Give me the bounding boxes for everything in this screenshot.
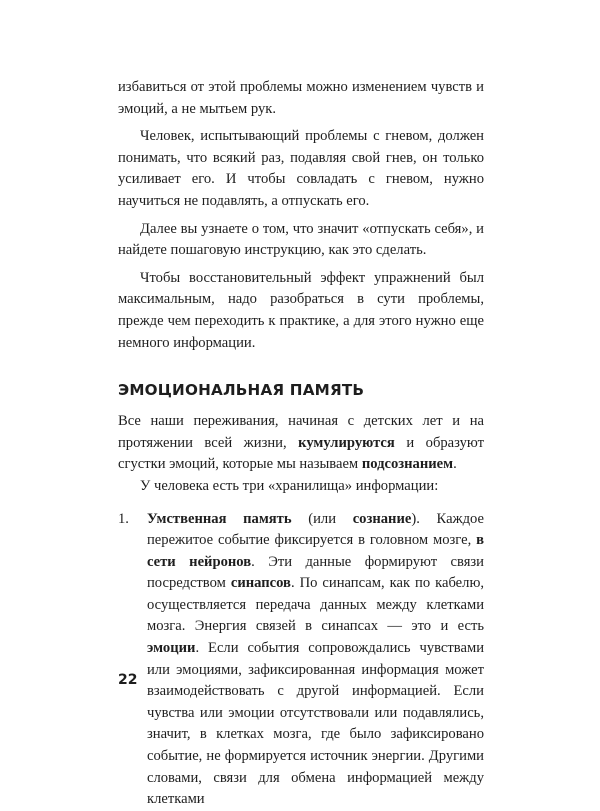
paragraph-continuation: избавиться от этой проблемы можно изменением чувств и эмоций, а не мытьем рук.: [118, 79, 484, 117]
list-item-text: [147, 509, 484, 811]
page-content: [118, 77, 484, 811]
section-heading: ЭМОЦИОНАЛЬНАЯ ПАМЯТЬ: [118, 381, 365, 400]
term-emotions: эмоции: [147, 640, 196, 657]
intro-text-1: Все наши переживания, начиная с детских лет и на протяжении всей жизни,: [118, 413, 484, 451]
section-intro: [118, 411, 484, 476]
list-text-3: . Эти данные формируют связи посредством: [147, 553, 484, 592]
term-cumulate: кумулируются: [298, 434, 395, 451]
term-subconscious: подсознанием: [361, 456, 454, 473]
list-item-mental-memory: [118, 509, 484, 811]
intro-text-2: и образуют сгустки эмоций, которые мы называем: [118, 434, 484, 473]
term-synapses: синапсов: [230, 575, 291, 592]
paragraph-next-steps: Далее вы узнаете о том, что значит «отпускать себя», и найдете пошаговую инструкцию, как это сделать.: [118, 220, 484, 259]
term-mental-memory: Умственная память: [147, 510, 292, 527]
list-text-5: . Если события сопровождались чувствами или эмоциями, зафиксированная информация может взаимодействовать с другой информацией. Если чувства или эмоции отсутствовали или подавлялись, значит, в клетках мозга, где было зафиксировано событие, не формируется источник энергии. Другими словами, связи для обмена информацией между клетками: [147, 640, 484, 808]
page-number: 22: [118, 672, 138, 688]
list-text-1: (или: [291, 510, 353, 527]
storage-intro: У человека есть три «хранилища» информации:: [140, 477, 439, 494]
intro-text-3: .: [453, 456, 457, 473]
term-consciousness: сознание: [352, 510, 412, 527]
term-neuron-network: в сети нейронов: [147, 532, 484, 570]
list-text-2: ). Каждое пережитое событие фиксируется в головном мозге,: [147, 510, 485, 549]
list-text-4: . По синапсам, как по кабелю, осуществляется передача данных между клетками мозга. Энергия связей в синапсах — это и есть: [147, 575, 484, 635]
paragraph-anger: Человек, испытывающий проблемы с гневом, должен понимать, что всякий раз, подавляя свой гнев, он только усиливает его. И чтобы совладать с гневом, нужно научиться не подавлять, а отпускать его.: [118, 128, 484, 209]
paragraph-restorative-effect: Чтобы восстановительный эффект упражнений был максимальным, надо разобраться в сути проблемы, прежде чем переходить к практике, а для этого нужно еще немного информации.: [118, 269, 484, 351]
list-number: 1.: [118, 510, 129, 527]
